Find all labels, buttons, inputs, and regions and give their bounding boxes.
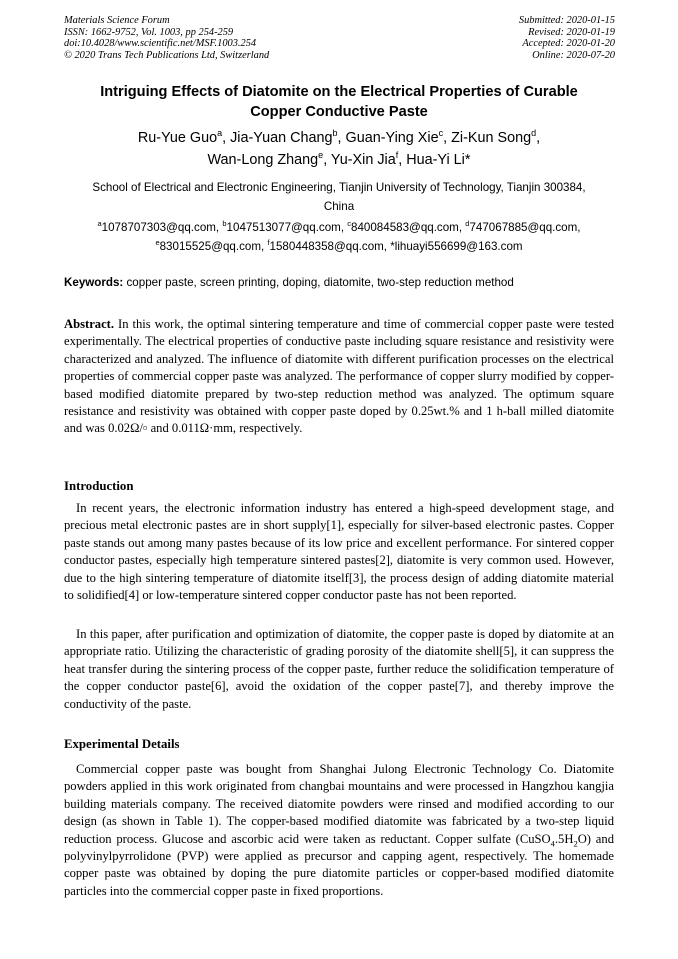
email-link[interactable]: 1047513077@qq.com, bbox=[226, 221, 348, 234]
abstract-text: In this work, the optimal sintering temperature and time of commercial copper paste were tested experimentally. The electrical properties of conductive paste including square resistance and resistivity were characterized and analyzed. The influence of diatomite with different purification processes on the electrical properties of commercial copper paste was analyzed. The performance of copper slurry modified by copper-based modified diatomite prepared by two-step reduction method was analyzed. The optimum square resistance and resistivity was obtained with copper paste doped by 0.25wt.% and 1 h-ball milled diatomite and was 0.02Ω/▫ and 0.011Ω·mm, respectively. bbox=[64, 317, 614, 436]
author-name: , Jia-Yuan Chang bbox=[222, 130, 333, 146]
introduction-paragraph-1 bbox=[64, 500, 614, 604]
keywords-label: Keywords: bbox=[64, 276, 124, 289]
author-name: , Hua-Yi Li* bbox=[398, 152, 471, 168]
email-link[interactable]: 83015525@qq.com, bbox=[159, 240, 268, 253]
title-line-2: Copper Conductive Paste bbox=[250, 104, 428, 120]
author-sup: f bbox=[395, 150, 399, 161]
author-name: , Zi-Kun Song bbox=[443, 130, 532, 146]
email-line-2 bbox=[64, 237, 614, 256]
author-line-2 bbox=[50, 149, 628, 171]
journal-header bbox=[64, 15, 384, 61]
author-sup: b bbox=[332, 128, 338, 139]
author-line-1 bbox=[50, 127, 628, 149]
revised-date: Revised: 2020-01-19 bbox=[528, 26, 615, 38]
affiliation-line-1: School of Electrical and Electronic Engineering, Tianjin University of Technology, Tianjin 300384, bbox=[92, 181, 586, 194]
email-sup: f bbox=[267, 238, 270, 248]
issn-line: ISSN: 1662-9752, Vol. 1003, pp 254-259 bbox=[64, 26, 234, 38]
author-sup: a bbox=[217, 128, 223, 139]
email-link[interactable]: 1580448358@qq.com, *lihuayi556699@163.com bbox=[269, 240, 523, 253]
author-sup: d bbox=[531, 128, 537, 139]
affiliation-line-2: China bbox=[323, 200, 355, 213]
exp-subscript: 4 bbox=[550, 838, 555, 849]
email-link[interactable]: 1078707303@qq.com, bbox=[101, 221, 223, 234]
author-name: Ru-Yue Guo bbox=[137, 130, 218, 146]
abstract-label: Abstract. bbox=[64, 317, 115, 331]
dates-header bbox=[415, 15, 615, 61]
introduction-heading: Introduction bbox=[64, 479, 134, 493]
email-sup: a bbox=[97, 219, 102, 229]
copyright-line: © 2020 Trans Tech Publications Ltd, Switzerland bbox=[64, 49, 270, 61]
author-name: , Yu-Xin Jia bbox=[323, 152, 396, 168]
email-sup: d bbox=[465, 219, 470, 229]
submitted-date: Submitted: 2020-01-15 bbox=[518, 15, 615, 26]
email-sup: e bbox=[155, 238, 160, 248]
online-date: Online: 2020-07-20 bbox=[532, 49, 615, 61]
title-line-1: Intriguing Effects of Diatomite on the Electrical Properties of Curable bbox=[100, 84, 578, 100]
exp-text-a: Commercial copper paste was bought from Shanghai Julong Electronic Technology Co. Diatomite powders applied in this work originated from changbai mountains and were processed in Hangzhou kangjia building materials company. The received diatomite powders were rinsed and modified according to our design (as shown in Table 1). The copper-based modified diatomite was fabricated by a two-step liquid reduction process. Glucose and ascorbic acid were taken as reductant. Copper sulfate (CuSO bbox=[64, 762, 614, 846]
email-link[interactable]: 840084583@qq.com, bbox=[351, 221, 466, 234]
exp-subscript: 2 bbox=[573, 838, 578, 849]
author-sup: c bbox=[438, 128, 444, 139]
paper-title bbox=[50, 82, 628, 122]
experimental-paragraph-1 bbox=[64, 761, 614, 900]
abstract-paragraph bbox=[64, 316, 614, 438]
keywords bbox=[64, 275, 616, 291]
affiliation bbox=[64, 178, 614, 216]
doi-line[interactable]: doi:10.4028/www.scientific.net/MSF.1003.254 bbox=[64, 38, 257, 50]
intro-p1-text: In recent years, the electronic information industry has entered a high-speed development stage, and precious metal electronic pastes are in short supply[1], especially for silver-based electronic pastes. Copper paste stands out among many pastes because of its low price and excellent performance. For sintered copper conductor pastes, especially high temperature sintered pastes[2], diatomite is very common used. However, due to the high sintering temperature of diatomite itself[3], the process design of adding diatomite material to solidified[4] or low-temperature sintered copper conductor paste has not been reported. bbox=[64, 501, 614, 603]
exp-text-b: .5H bbox=[554, 831, 574, 846]
intro-p2-text: In this paper, after purification and optimization of diatomite, the copper paste is doped by diatomite at an appropriate ratio. Utilizing the characteristic of grading porosity of the diatomite shell[5], it can suppress the heat transfer during the sintering process of the copper paste, further reduce the solidification temperature of the copper conductor paste[6], avoid the oxidation of the copper paste[7], and thereby improve the conductivity of the paste. bbox=[64, 627, 614, 711]
accepted-date: Accepted: 2020-01-20 bbox=[522, 38, 615, 50]
author-separator: , bbox=[536, 130, 541, 146]
email-sup: c bbox=[347, 219, 352, 229]
exp-text-c: O) and polyvinylpyrrolidone (PVP) were applied as precursor and capping agent, respectively. The homemade copper paste was obtained by doping the pure diatomite particles or copper-based modified diatomite particles into the commercial copper paste in fixed proportions. bbox=[64, 831, 614, 898]
experimental-heading: Experimental Details bbox=[64, 737, 180, 751]
author-list bbox=[50, 127, 628, 171]
email-link[interactable]: 747067885@qq.com, bbox=[469, 221, 581, 234]
introduction-paragraph-2 bbox=[64, 626, 614, 713]
email-sup: b bbox=[222, 219, 227, 229]
email-line-1 bbox=[64, 218, 614, 237]
author-sup: e bbox=[318, 150, 324, 161]
keywords-text: copper paste, screen printing, doping, diatomite, two-step reduction method bbox=[123, 276, 514, 289]
author-name: , Guan-Ying Xie bbox=[337, 130, 439, 146]
journal-name: Materials Science Forum bbox=[64, 15, 170, 26]
author-name: Wan-Long Zhang bbox=[207, 152, 319, 168]
email-list bbox=[64, 218, 614, 256]
